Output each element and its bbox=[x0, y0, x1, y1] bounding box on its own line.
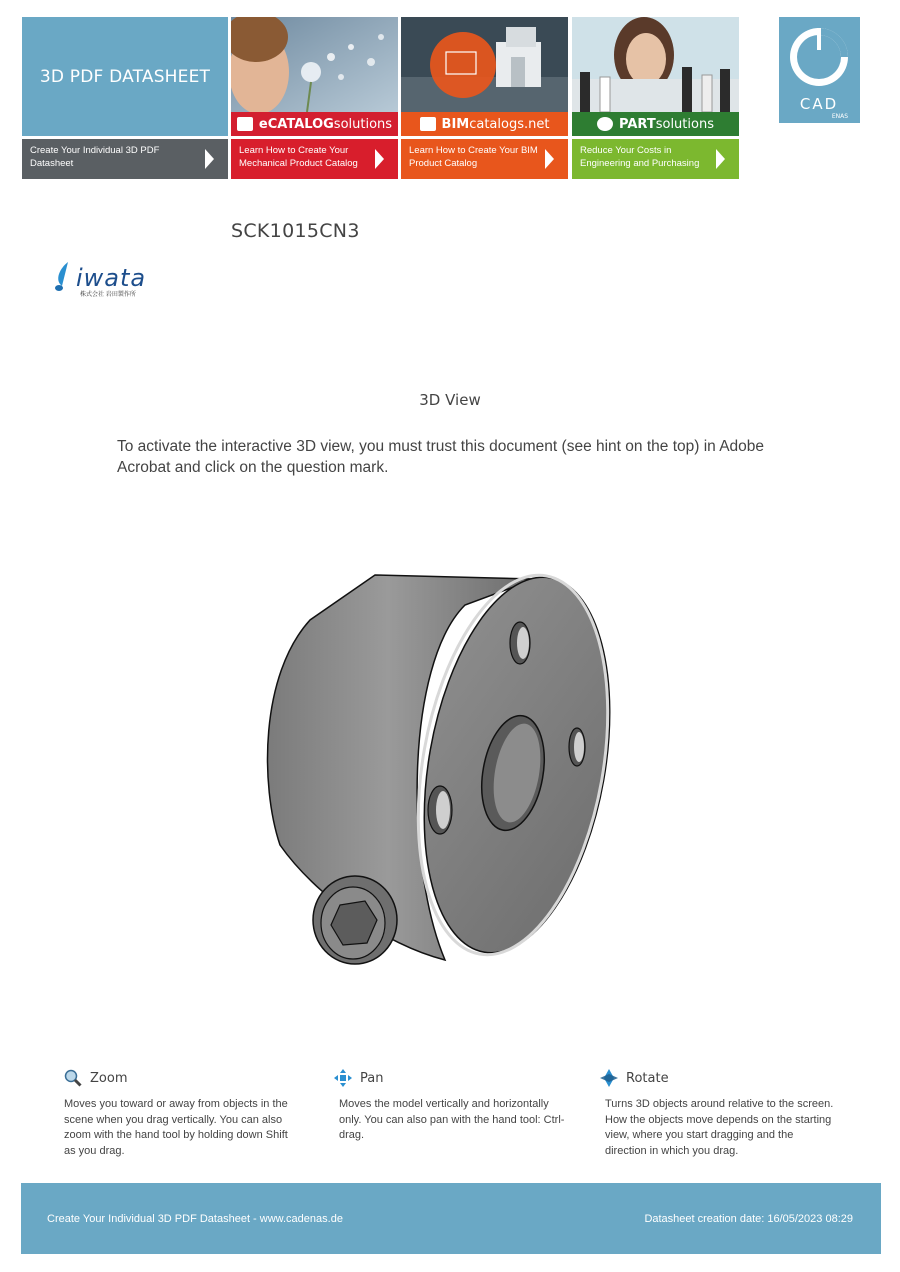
ecatalog-label: eCATALOGsolutions bbox=[231, 112, 398, 136]
chevron-right-icon bbox=[205, 149, 214, 169]
help-text-zoom: Moves you toward or away from objects in the scene when you drag vertically. You can also zoom with the hand tool by holding down Shift as you drag. bbox=[64, 1098, 288, 1157]
catalog-icon bbox=[237, 117, 253, 131]
cadenas-logo-mark bbox=[779, 17, 860, 123]
help-title-zoom: Zoom bbox=[90, 1070, 128, 1086]
svg-text:ENAS: ENAS bbox=[831, 113, 849, 120]
chevron-right-icon bbox=[375, 149, 384, 169]
3d-model-view[interactable] bbox=[255, 565, 615, 975]
link-reduce-costs-text: Reduce Your Costs in Engineering and Purchasing bbox=[580, 145, 700, 169]
cadenas-logo[interactable] bbox=[779, 17, 860, 123]
help-title-pan: Pan bbox=[360, 1070, 384, 1086]
bim-building-image bbox=[401, 17, 568, 112]
footer-link[interactable]: Create Your Individual 3D PDF Datasheet - www.cadenas.de bbox=[47, 1213, 343, 1225]
woman-chess-image bbox=[572, 17, 739, 112]
section-title-3d-view: 3D View bbox=[419, 391, 481, 409]
part-label: PARTsolutions bbox=[572, 112, 739, 136]
ecatalog-tile[interactable] bbox=[231, 17, 398, 136]
link-mechanical-catalog[interactable] bbox=[231, 139, 398, 179]
link-create-datasheet[interactable] bbox=[22, 139, 228, 179]
help-rotate bbox=[600, 1068, 835, 1159]
bim-label: BIMcatalogs.net bbox=[401, 112, 568, 136]
help-title-rotate: Rotate bbox=[626, 1070, 669, 1086]
pan-arrows-icon bbox=[334, 1069, 352, 1087]
chevron-right-icon bbox=[545, 149, 554, 169]
bim-tile[interactable] bbox=[401, 17, 568, 136]
footer-bar bbox=[21, 1183, 881, 1254]
magnifier-icon bbox=[64, 1069, 82, 1087]
help-zoom bbox=[64, 1068, 299, 1159]
rotate-icon bbox=[600, 1069, 618, 1087]
part-tile[interactable] bbox=[572, 17, 739, 136]
building-icon bbox=[420, 117, 436, 131]
help-pan bbox=[334, 1068, 569, 1144]
link-create-datasheet-text: Create Your Individual 3D PDF Datasheet bbox=[30, 145, 160, 169]
datasheet-banner-title: 3D PDF DATASHEET bbox=[22, 17, 228, 136]
help-text-pan: Moves the model vertically and horizontally only. You can also pan with the hand tool: Ctrl-drag. bbox=[339, 1098, 565, 1141]
girl-dandelion-image bbox=[231, 17, 398, 112]
link-reduce-costs[interactable] bbox=[572, 139, 739, 179]
help-text-rotate: Turns 3D objects around relative to the screen. How the objects move depends on the starting view, where you start dragging and the direction in which you drag. bbox=[605, 1098, 834, 1157]
activation-instructions: To activate the interactive 3D view, you must trust this document (see hint on the top) in Adobe Acrobat and click on the question mark. bbox=[117, 438, 765, 476]
chevron-right-icon bbox=[716, 149, 725, 169]
iwata-logo bbox=[50, 256, 165, 298]
svg-text:CAD: CAD bbox=[799, 95, 839, 113]
creation-date: Datasheet creation date: 16/05/2023 08:29 bbox=[644, 1213, 853, 1225]
link-bim-catalog-text: Learn How to Create Your BIM Product Catalog bbox=[409, 145, 538, 169]
svg-text:株式会社 岩田製作所: 株式会社 岩田製作所 bbox=[80, 291, 136, 298]
link-mechanical-catalog-text: Learn How to Create Your Mechanical Product Catalog bbox=[239, 145, 358, 169]
svg-text:iwata: iwata bbox=[76, 264, 147, 292]
part-number: SCK1015CN3 bbox=[231, 220, 360, 242]
gear-icon bbox=[597, 117, 613, 131]
link-bim-catalog[interactable] bbox=[401, 139, 568, 179]
